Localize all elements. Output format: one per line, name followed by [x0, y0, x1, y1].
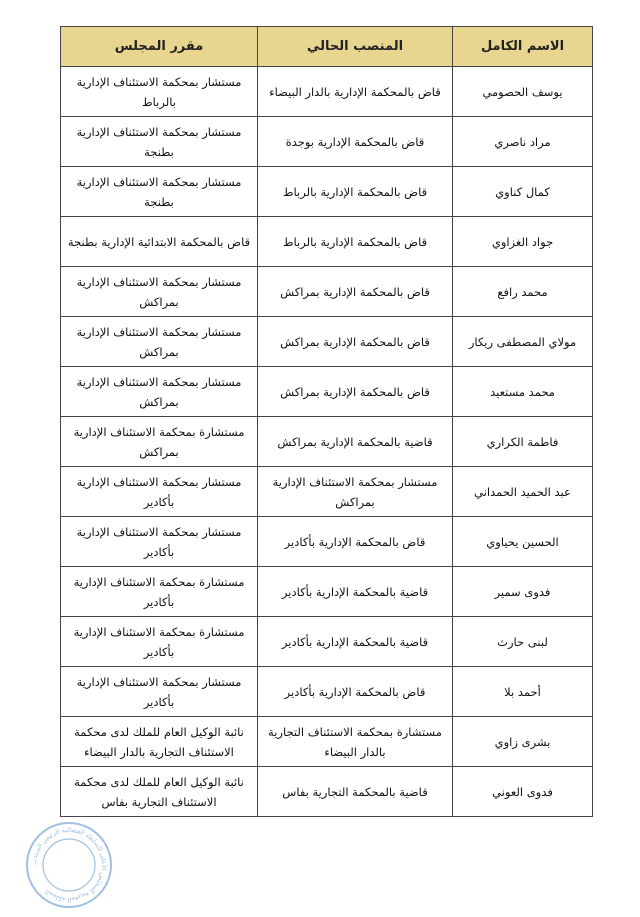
table-row [61, 217, 593, 267]
cell-position: قاض بالمحكمة الإدارية بمراكش [258, 317, 453, 367]
official-stamp [24, 820, 114, 910]
table-body [61, 67, 593, 817]
cell-court: مستشار بمحكمة الاستئناف الإدارية بمراكش [61, 317, 258, 367]
table-row [61, 367, 593, 417]
header-current-position: المنصب الحالي [258, 27, 453, 67]
cell-position: قاضية بالمحكمة الإدارية بمراكش [258, 417, 453, 467]
cell-court: مستشارة بمحكمة الاستئناف الإدارية بمراكش [61, 417, 258, 467]
cell-court: مستشار بمحكمة الاستئناف الإدارية بمراكش [61, 267, 258, 317]
table-header-row [61, 27, 593, 67]
table-row [61, 167, 593, 217]
cell-court: مستشار بمحكمة الاستئناف الإدارية بأكادير [61, 667, 258, 717]
cell-court: مستشار بمحكمة الاستئناف الإدارية بأكادير [61, 467, 258, 517]
cell-name: يوسف الحصومي [453, 67, 593, 117]
header-council-decision: مقرر المجلس [61, 27, 258, 67]
stamp-text: المملكة المغربية المجلس الأعلى للسلطة القضائية الرئيس المنتدب [29, 825, 109, 905]
cell-name: مراد ناصري [453, 117, 593, 167]
table-row [61, 667, 593, 717]
cell-position: قاضية بالمحكمة التجارية بفاس [258, 767, 453, 817]
cell-name: أحمد بلا [453, 667, 593, 717]
table-row [61, 67, 593, 117]
cell-court: مستشار بمحكمة الاستئناف الإدارية بطنجة [61, 117, 258, 167]
table-row [61, 267, 593, 317]
table-row [61, 717, 593, 767]
cell-position: قاضية بالمحكمة الإدارية بأكادير [258, 567, 453, 617]
cell-name: كمال كناوي [453, 167, 593, 217]
cell-name: فدوى العوني [453, 767, 593, 817]
cell-name: محمد رافع [453, 267, 593, 317]
cell-court: نائبة الوكيل العام للملك لدى محكمة الاستئناف التجارية بفاس [61, 767, 258, 817]
cell-name: عبد الحميد الحمداني [453, 467, 593, 517]
cell-court: مستشارة بمحكمة الاستئناف الإدارية بأكادير [61, 617, 258, 667]
table-row [61, 317, 593, 367]
cell-court: نائبة الوكيل العام للملك لدى محكمة الاستئناف التجارية بالدار البيضاء [61, 717, 258, 767]
appointments-table [60, 26, 593, 817]
cell-court: مستشار بمحكمة الاستئناف الإدارية بالرباط [61, 67, 258, 117]
cell-court: مستشار بمحكمة الاستئناف الإدارية بمراكش [61, 367, 258, 417]
cell-name: بشرى زاوي [453, 717, 593, 767]
table-row [61, 567, 593, 617]
cell-name: الحسين يحياوي [453, 517, 593, 567]
cell-name: محمد مستعيد [453, 367, 593, 417]
table-row [61, 117, 593, 167]
cell-name: فدوى سمير [453, 567, 593, 617]
cell-position: قاض بالمحكمة الإدارية بمراكش [258, 367, 453, 417]
table-row [61, 767, 593, 817]
cell-court: مستشار بمحكمة الاستئناف الإدارية بأكادير [61, 517, 258, 567]
cell-position: مستشار بمحكمة الاستئناف الإدارية بمراكش [258, 467, 453, 517]
cell-position: مستشارة بمحكمة الاستئناف التجارية بالدار البيضاء [258, 717, 453, 767]
cell-court: مستشار بمحكمة الاستئناف الإدارية بطنجة [61, 167, 258, 217]
table-row [61, 467, 593, 517]
cell-position: قاض بالمحكمة الإدارية بأكادير [258, 667, 453, 717]
cell-name: جواد الغزاوي [453, 217, 593, 267]
cell-position: قاض بالمحكمة الإدارية بالرباط [258, 167, 453, 217]
cell-position: قاض بالمحكمة الإدارية بالرباط [258, 217, 453, 267]
cell-court: مستشارة بمحكمة الاستئناف الإدارية بأكادير [61, 567, 258, 617]
cell-court: قاض بالمحكمة الابتدائية الإدارية بطنجة [61, 217, 258, 267]
table-row [61, 617, 593, 667]
cell-position: قاض بالمحكمة الإدارية بوجدة [258, 117, 453, 167]
cell-position: قاض بالمحكمة الإدارية بالدار البيضاء [258, 67, 453, 117]
cell-name: لبنى حارث [453, 617, 593, 667]
cell-name: مولاي المصطفى ريكار [453, 317, 593, 367]
header-full-name: الاسم الكامل [453, 27, 593, 67]
table-row [61, 517, 593, 567]
cell-position: قاض بالمحكمة الإدارية بأكادير [258, 517, 453, 567]
cell-name: فاطمة الكراري [453, 417, 593, 467]
table-row [61, 417, 593, 467]
cell-position: قاض بالمحكمة الإدارية بمراكش [258, 267, 453, 317]
cell-position: قاضية بالمحكمة الإدارية بأكادير [258, 617, 453, 667]
